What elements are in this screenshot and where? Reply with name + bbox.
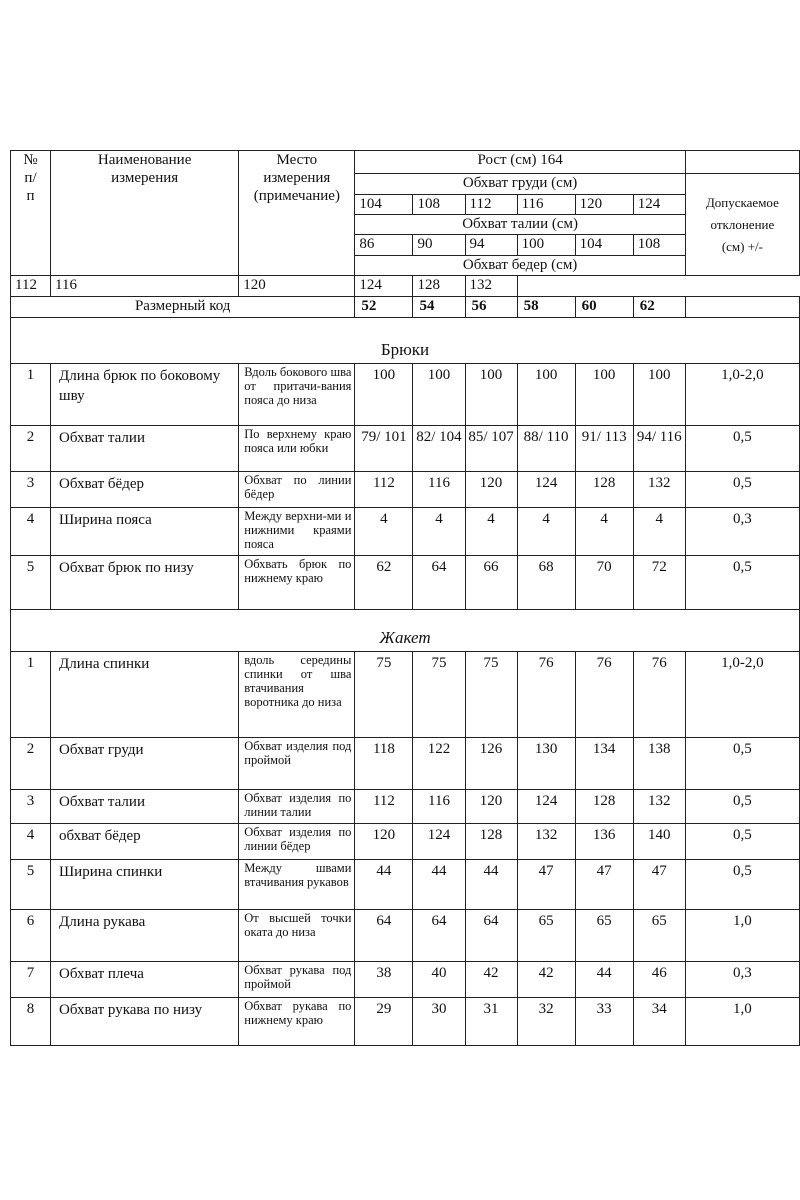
measurement-value: 30 (413, 998, 465, 1046)
measurement-value: 100 (517, 364, 575, 426)
measurement-value: 140 (633, 824, 685, 860)
table-row (11, 364, 800, 426)
table-row (11, 824, 800, 860)
size-code-cell: 54 (413, 297, 465, 318)
row-number: 5 (11, 860, 51, 910)
tolerance-value: 0,5 (685, 556, 799, 610)
row-number: 6 (11, 910, 51, 962)
measurement-name: Длина брюк по боковому шву (51, 364, 239, 426)
hips-label: Обхват бедер (см) (355, 256, 685, 276)
measurement-value: 88/ 110 (517, 426, 575, 472)
table-row (11, 790, 800, 824)
col-name-line: измерения (111, 170, 179, 186)
col-no-header (11, 151, 51, 276)
value-cell: 116 (517, 195, 575, 215)
measurement-name: Обхват брюк по низу (51, 556, 239, 610)
value-cell: 124 (633, 195, 685, 215)
tolerance-line: (см) +/- (721, 238, 763, 254)
measurement-value: 64 (413, 910, 465, 962)
measurement-name: обхват бёдер (51, 824, 239, 860)
measurement-place: вдоль середины спинки от шва втачивания воротника до низа (239, 652, 355, 738)
measurement-value: 124 (517, 472, 575, 508)
value-cell: 120 (575, 195, 633, 215)
measurement-value: 75 (355, 652, 413, 738)
col-name-header (51, 151, 239, 276)
col-no-line: п/ (24, 170, 37, 186)
measurement-value: 42 (465, 962, 517, 998)
measurement-name: Обхват бёдер (51, 472, 239, 508)
measurement-place: Обхват по линии бёдер (239, 472, 355, 508)
measurement-value: 116 (413, 472, 465, 508)
measurement-value: 4 (633, 508, 685, 556)
measurement-place: От высшей точки оката до низа (239, 910, 355, 962)
section-title: Брюки (11, 318, 800, 364)
value-cell: 104 (575, 235, 633, 256)
measurement-name: Обхват талии (51, 426, 239, 472)
measurement-value: 31 (465, 998, 517, 1046)
measurement-name: Длина спинки (51, 652, 239, 738)
measurement-value: 65 (575, 910, 633, 962)
tolerance-value: 0,5 (685, 472, 799, 508)
measurement-value: 76 (633, 652, 685, 738)
measurement-place: Обхват изделия под проймой (239, 738, 355, 790)
table-row (11, 426, 800, 472)
measurement-value: 85/ 107 (465, 426, 517, 472)
row-number: 1 (11, 652, 51, 738)
measurement-value: 76 (575, 652, 633, 738)
measurement-value: 124 (413, 824, 465, 860)
measurement-value: 132 (517, 824, 575, 860)
measurement-value: 29 (355, 998, 413, 1046)
row-number: 8 (11, 998, 51, 1046)
measurement-name: Ширина спинки (51, 860, 239, 910)
table-row (11, 962, 800, 998)
table-row (11, 652, 800, 738)
value-cell: 86 (355, 235, 413, 256)
tolerance-value: 0,3 (685, 508, 799, 556)
table-row (11, 556, 800, 610)
measurement-name: Обхват груди (51, 738, 239, 790)
measurement-name: Длина рукава (51, 910, 239, 962)
table-row (11, 738, 800, 790)
measurement-value: 47 (517, 860, 575, 910)
tolerance-header (685, 174, 799, 276)
measurement-value: 130 (517, 738, 575, 790)
measurement-value: 91/ 113 (575, 426, 633, 472)
row-number: 3 (11, 472, 51, 508)
measurement-value: 128 (465, 824, 517, 860)
measurement-value: 100 (355, 364, 413, 426)
measurement-value: 44 (355, 860, 413, 910)
value-cell: 116 (51, 276, 239, 297)
table-row (11, 910, 800, 962)
measurement-name: Обхват рукава по низу (51, 998, 239, 1046)
row-number: 3 (11, 790, 51, 824)
size-code-cell: 60 (575, 297, 633, 318)
measurement-value: 100 (575, 364, 633, 426)
col-name-line: Наименование (97, 152, 192, 168)
table-row (11, 998, 800, 1046)
measurement-place: Обхват изделия по линии бёдер (239, 824, 355, 860)
size-code-cell: 62 (633, 297, 685, 318)
value-cell: 90 (413, 235, 465, 256)
measurement-value: 136 (575, 824, 633, 860)
measurement-value: 42 (517, 962, 575, 998)
row-number: 7 (11, 962, 51, 998)
measurement-value: 112 (355, 790, 413, 824)
size-code-tol-empty (685, 297, 799, 318)
col-place-header (239, 151, 355, 276)
row-number: 5 (11, 556, 51, 610)
measurement-value: 64 (465, 910, 517, 962)
measurement-value: 128 (575, 472, 633, 508)
tolerance-line: Допускаемое (705, 194, 779, 210)
tolerance-top-cell (685, 151, 799, 174)
measurement-value: 100 (465, 364, 517, 426)
measurement-value: 75 (413, 652, 465, 738)
size-chart-table (10, 150, 800, 1046)
measurement-value: 132 (633, 790, 685, 824)
table-row (11, 472, 800, 508)
measurement-value: 134 (575, 738, 633, 790)
measurement-value: 64 (355, 910, 413, 962)
measurement-value: 75 (465, 652, 517, 738)
value-cell: 108 (413, 195, 465, 215)
measurement-value: 47 (633, 860, 685, 910)
value-cell: 104 (355, 195, 413, 215)
measurement-value: 126 (465, 738, 517, 790)
measurement-value: 47 (575, 860, 633, 910)
tolerance-value: 1,0-2,0 (685, 652, 799, 738)
measurement-value: 44 (465, 860, 517, 910)
tolerance-value: 0,5 (685, 860, 799, 910)
chest-label: Обхват груди (см) (355, 174, 685, 195)
tolerance-value: 0,5 (685, 790, 799, 824)
measurement-value: 68 (517, 556, 575, 610)
row-number: 4 (11, 508, 51, 556)
measurement-name: Ширина пояса (51, 508, 239, 556)
measurement-value: 64 (413, 556, 465, 610)
value-cell: 112 (11, 276, 51, 297)
measurement-place: Между швами втачивания рукавов (239, 860, 355, 910)
row-number: 2 (11, 738, 51, 790)
measurement-value: 122 (413, 738, 465, 790)
measurement-value: 76 (517, 652, 575, 738)
measurement-value: 94/ 116 (633, 426, 685, 472)
measurement-value: 4 (575, 508, 633, 556)
measurement-value: 66 (465, 556, 517, 610)
value-cell: 132 (465, 276, 517, 297)
measurement-value: 116 (413, 790, 465, 824)
value-cell: 94 (465, 235, 517, 256)
measurement-value: 118 (355, 738, 413, 790)
measurement-value: 4 (465, 508, 517, 556)
waist-label: Обхват талии (см) (355, 215, 685, 235)
measurement-name: Обхват талии (51, 790, 239, 824)
measurement-value: 38 (355, 962, 413, 998)
measurement-value: 100 (413, 364, 465, 426)
measurement-name: Обхват плеча (51, 962, 239, 998)
value-cell: 124 (355, 276, 413, 297)
tolerance-value: 0,5 (685, 738, 799, 790)
measurement-value: 44 (575, 962, 633, 998)
col-place-line: измерения (263, 170, 331, 186)
measurement-value: 4 (517, 508, 575, 556)
tolerance-value: 1,0 (685, 910, 799, 962)
value-cell: 108 (633, 235, 685, 256)
col-no-line: п (26, 188, 35, 204)
measurement-place: По верхнему краю пояса или юбки (239, 426, 355, 472)
measurement-place: Обхвать брюк по нижнему краю (239, 556, 355, 610)
section-title: Жакет (11, 610, 800, 652)
measurement-place: Обхват рукава под проймой (239, 962, 355, 998)
measurement-value: 124 (517, 790, 575, 824)
value-cell: 112 (465, 195, 517, 215)
row-number: 4 (11, 824, 51, 860)
measurement-value: 33 (575, 998, 633, 1046)
measurement-value: 65 (633, 910, 685, 962)
measurement-value: 120 (465, 790, 517, 824)
size-code-cell: 56 (465, 297, 517, 318)
tolerance-value: 0,5 (685, 824, 799, 860)
tolerance-value: 1,0 (685, 998, 799, 1046)
row-number: 2 (11, 426, 51, 472)
size-code-label: Размерный код (11, 297, 355, 318)
measurement-value: 4 (355, 508, 413, 556)
value-cell: 120 (239, 276, 355, 297)
table-row (11, 508, 800, 556)
measurement-value: 100 (633, 364, 685, 426)
measurement-place: Обхват рукава по нижнему краю (239, 998, 355, 1046)
measurement-value: 44 (413, 860, 465, 910)
measurement-value: 120 (355, 824, 413, 860)
measurement-value: 70 (575, 556, 633, 610)
measurement-value: 62 (355, 556, 413, 610)
measurement-place: Между верхни-ми и нижними краями пояса (239, 508, 355, 556)
row-number: 1 (11, 364, 51, 426)
tolerance-value: 0,5 (685, 426, 799, 472)
measurement-value: 34 (633, 998, 685, 1046)
measurement-value: 82/ 104 (413, 426, 465, 472)
measurement-place: Обхват изделия по линии талии (239, 790, 355, 824)
measurement-value: 138 (633, 738, 685, 790)
measurement-value: 4 (413, 508, 465, 556)
value-cell: 128 (413, 276, 465, 297)
size-code-cell: 52 (355, 297, 413, 318)
tolerance-value: 0,3 (685, 962, 799, 998)
measurement-value: 120 (465, 472, 517, 508)
col-place-line: Место (276, 152, 318, 168)
measurement-value: 79/ 101 (355, 426, 413, 472)
size-code-cell: 58 (517, 297, 575, 318)
height-label: Рост (см) 164 (355, 151, 685, 174)
measurement-value: 128 (575, 790, 633, 824)
measurement-value: 72 (633, 556, 685, 610)
value-cell: 100 (517, 235, 575, 256)
tolerance-line: отклонение (710, 216, 775, 232)
table-row (11, 860, 800, 910)
measurement-value: 112 (355, 472, 413, 508)
measurement-value: 65 (517, 910, 575, 962)
measurement-value: 46 (633, 962, 685, 998)
measurement-place: Вдоль бокового шва от притачи-вания пояса до низа (239, 364, 355, 426)
measurement-value: 132 (633, 472, 685, 508)
tolerance-value: 1,0-2,0 (685, 364, 799, 426)
measurement-value: 40 (413, 962, 465, 998)
col-place-line: (примечание) (253, 188, 340, 204)
col-no-line: № (23, 152, 38, 168)
measurement-value: 32 (517, 998, 575, 1046)
